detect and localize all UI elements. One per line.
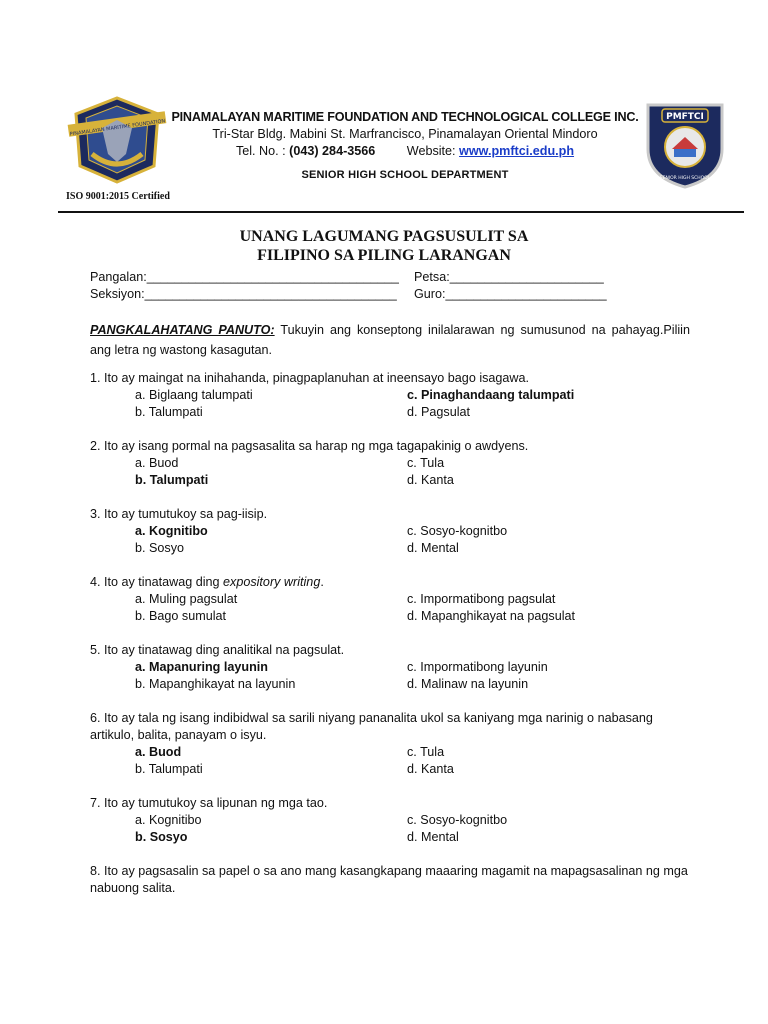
option-b: b. Talumpati [135, 405, 203, 419]
question-list [90, 370, 690, 914]
option-b-answer: b. Talumpati [135, 473, 209, 487]
question-8 [90, 863, 690, 897]
question-text-italic: expository writing [223, 575, 321, 589]
option-d: d. Mental [407, 830, 459, 844]
option-c: c. Impormatibong pagsulat [407, 592, 556, 606]
question-4 [90, 574, 690, 625]
option-d: d. Mental [407, 541, 459, 555]
question-text [90, 574, 690, 591]
option-b: b. Bago sumulat [135, 609, 227, 623]
question-5 [90, 642, 690, 693]
option-c: c. Sosyo-kognitbo [407, 813, 508, 827]
option-a: a. Kognitibo [135, 813, 202, 827]
teacher-field: Guro:_______________________ [414, 287, 607, 301]
option-c-answer: c. Pinaghandaang talumpati [407, 388, 575, 402]
svg-text:PMFTCI: PMFTCI [666, 112, 704, 122]
svg-text:PINAMALAYAN MARITIME FOUNDATIO: PINAMALAYAN MARITIME FOUNDATION [69, 118, 166, 138]
school-address: Tri-Star Bldg. Mabini St. Marfrancisco, Pinamalayan Oriental Mindoro [212, 127, 598, 141]
section-field: Seksiyon:____________________________________ [90, 287, 397, 301]
tel-number: (043) 284-3566 [289, 144, 376, 158]
option-d: d. Kanta [407, 473, 454, 487]
option-b: b. Talumpati [135, 762, 203, 776]
instructions-text: Tukuyin ang konseptong inilalarawan ng sumusunod na pahayag.Piliin ang letra ng wastong kasagutan. [90, 323, 690, 357]
exam-title-line-1: UNANG LAGUMANG PAGSUSULIT SA [239, 228, 529, 245]
option-b: b. Sosyo [135, 541, 185, 555]
option-d: d. Kanta [407, 762, 454, 776]
college-seal-logo [62, 92, 172, 187]
question-text: 1. Ito ay maingat na inihahanda, pinagpaplanuhan at ineensayo bago isagawa. [90, 371, 530, 385]
letterhead [160, 110, 650, 181]
question-text: 2. Ito ay isang pormal na pagsasalita sa harap ng mga tagapakinig o awdyens. [90, 439, 529, 453]
exam-title-line-2: FILIPINO SA PILING LARANGAN [257, 247, 511, 264]
header-divider [58, 211, 744, 213]
question-text: 7. Ito ay tumutukoy sa lipunan ng mga tao. [90, 796, 328, 810]
option-c: c. Tula [407, 745, 445, 759]
tel-label: Tel. No. : [235, 144, 286, 158]
department-name: SENIOR HIGH SCHOOL DEPARTMENT [301, 169, 509, 181]
instructions-label: PANGKALAHATANG PANUTO: [90, 323, 275, 337]
question-6 [90, 710, 690, 778]
option-d: d. Mapanghikayat na pagsulat [407, 609, 576, 623]
question-text-end: . [320, 575, 324, 589]
svg-text:SENIOR HIGH SCHOOL: SENIOR HIGH SCHOOL [659, 176, 711, 181]
iso-certification: ISO 9001:2015 Certified [66, 191, 170, 202]
option-a: a. Muling pagsulat [135, 592, 238, 606]
website-label: Website: [406, 144, 456, 158]
name-field: Pangalan:____________________________________ [90, 270, 399, 284]
option-a-answer: a. Kognitibo [135, 524, 208, 538]
option-d: d. Pagsulat [407, 405, 471, 419]
question-text: 8. Ito ay pagsasalin sa papel o sa ano mang kasangkapang maaaring magamit na mapagsasalinan ng mga nabuong salita. [90, 864, 688, 895]
option-c: c. Sosyo-kognitbo [407, 524, 508, 538]
option-a: a. Buod [135, 456, 179, 470]
school-name: PINAMALAYAN MARITIME FOUNDATION AND TECHNOLOGICAL COLLEGE INC. [171, 110, 639, 124]
option-c: c. Impormatibong layunin [407, 660, 548, 674]
question-text: 3. Ito ay tumutukoy sa pag-iisip. [90, 507, 268, 521]
option-d: d. Malinaw na layunin [407, 677, 529, 691]
option-a-answer: a. Buod [135, 745, 182, 759]
question-2 [90, 438, 690, 489]
option-a: a. Biglaang talumpati [135, 388, 253, 402]
question-text-start: 4. Ito ay tinatawag ding [90, 575, 224, 589]
general-instructions [90, 320, 690, 360]
question-3 [90, 506, 690, 557]
student-info-fields [90, 269, 650, 303]
option-b: b. Mapanghikayat na layunin [135, 677, 296, 691]
option-a-answer: a. Mapanuring layunin [135, 660, 268, 674]
date-field: Petsa:______________________ [414, 270, 604, 284]
question-7 [90, 795, 690, 846]
contact-line [160, 144, 650, 158]
option-b-answer: b. Sosyo [135, 830, 188, 844]
question-text: 5. Ito ay tinatawag ding analitikal na pagsulat. [90, 643, 345, 657]
question-1 [90, 370, 690, 421]
website-link[interactable]: www.pmftci.edu.ph [459, 144, 575, 158]
option-c: c. Tula [407, 456, 445, 470]
shs-shield-logo [640, 97, 730, 189]
question-text: 6. Ito ay tala ng isang indibidwal sa sarili niyang pananalita ukol sa kaniyang mga narinig o nabasang artikulo, balita, panayam o isyu. [90, 711, 653, 742]
exam-title [0, 227, 768, 265]
